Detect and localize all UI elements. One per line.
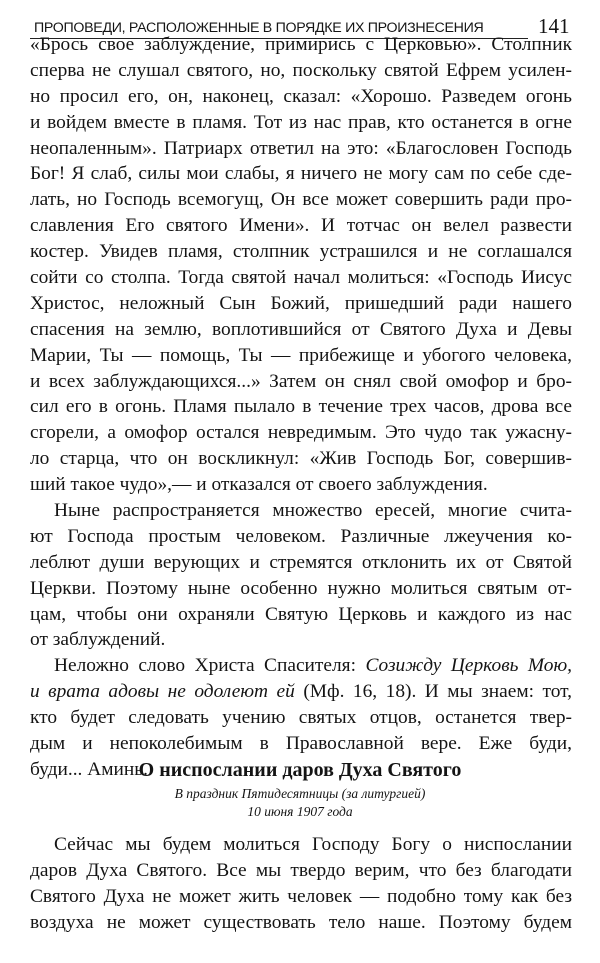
text-line: воздуха не может существовать тело наше. Поэтому будем [30, 911, 572, 933]
sermon-title: О ниспослании даров Духа Святого [138, 759, 462, 781]
sermon-date: 10 июня 1907 года [247, 804, 353, 819]
text-line: и войдем вместе в пламя. Тот из нас прав, кто останется в огне [30, 111, 572, 133]
text-line: цам, чтобы они охраняли Святую Церковь и каждого из нас [30, 603, 572, 625]
text-line: Бог! Я слаб, силы мои слабы, я ничего не могу сам по себе сде- [30, 163, 572, 185]
text-line: сил его в огонь. Пламя пылало в течение трех часов, дрова все [30, 396, 572, 418]
text-line: леблют души верующих и стремятся отклонить их от Святой [30, 551, 572, 573]
text-line: буди... Аминь. [30, 758, 148, 780]
text-line: Сейчас мы будем молиться Господу Богу о ниспослании [54, 834, 572, 855]
paragraph [30, 32, 572, 498]
text-segment: Неложно слово Христа Спасителя: [54, 655, 366, 677]
sermon-body-text [30, 832, 572, 936]
text-line: Марии, Ты — помощь, Ты — прибежище и убогого человека, [30, 344, 572, 366]
text-line: сперва не слушал святого, но, поскольку святой Ефрем усилен- [30, 59, 572, 81]
text-line: неопаленным». Патриарх ответил на это: «Благословен Господь [30, 137, 572, 159]
scripture-quote: Созижду Церковь Мою, [365, 655, 572, 677]
paragraph [30, 498, 572, 653]
text-line: Ныне распространяется множество ересей, многие счита- [54, 500, 572, 522]
text-line: славления Его святого Имени». И тотчас он велел развести [30, 215, 572, 237]
text-line: Церкви. Поэтому ныне особенно нужно молиться святым от- [30, 577, 572, 599]
text-line: ло старца, что он воскликнул: «Жив Господь Бог, совершив- [30, 448, 572, 470]
text-line: спасения на землю, воплотившийся от Святого Духа и Девы [30, 318, 572, 340]
scripture-quote: и врата адовы не одолеют ей [30, 681, 295, 703]
text-line: ший такое чудо»,— и отказался от своего заблуждения. [30, 474, 488, 496]
text-line: лать, но Господь всемогущ, Он все может совершить ради про- [30, 189, 572, 211]
text-line: Христос, неложный Сын Божий, пришедший ради нашего [30, 292, 572, 314]
text-line: Святого Духа не может жить человек — подобно тому как без [30, 885, 572, 907]
text-line [30, 679, 572, 705]
text-line: сойти со столпа. Тогда святой начал молиться: «Господь Иисус [30, 267, 572, 289]
text-line: ют Господа простым человеком. Различные лжеучения ко- [30, 525, 572, 547]
text-line: сгорели, а омофор остался невредимым. Это чудо так ужасну- [30, 422, 572, 444]
text-line: кто будет следовать учению святых отцов, останется твер- [30, 707, 572, 729]
running-title: ПРОПОВЕДИ, РАСПОЛОЖЕННЫЕ В ПОРЯДКЕ ИХ ПРОИЗНЕСЕНИЯ [34, 20, 484, 36]
text-line: даров Духа Святого. Все мы твердо верим, что без благодати [30, 859, 572, 881]
text-line: от заблуждений. [30, 629, 166, 651]
text-line: костер. Увидев пламя, столпник устрашился и не соглашался [30, 241, 572, 263]
text-line: «Брось свое заблуждение, примирись с Церковью». Столпник [30, 34, 572, 55]
text-line: и всех заблуждающихся...» Затем он снял свой омофор и бро- [30, 370, 572, 392]
body-text [30, 32, 572, 783]
text-segment: (Мф. 16, 18). И мы знаем: тот, [294, 681, 572, 703]
text-line: но просил его, он, наконец, сказал: «Хорошо. Разведем огонь [30, 85, 572, 107]
text-line: дым и непоколебимым в Православной вере. Еже буди, [30, 733, 572, 755]
paragraph [30, 832, 572, 936]
sermon-occasion: В праздник Пятидесятницы (за литургией) [174, 786, 426, 801]
page-number: 141 [538, 14, 570, 38]
text-line [30, 653, 572, 679]
